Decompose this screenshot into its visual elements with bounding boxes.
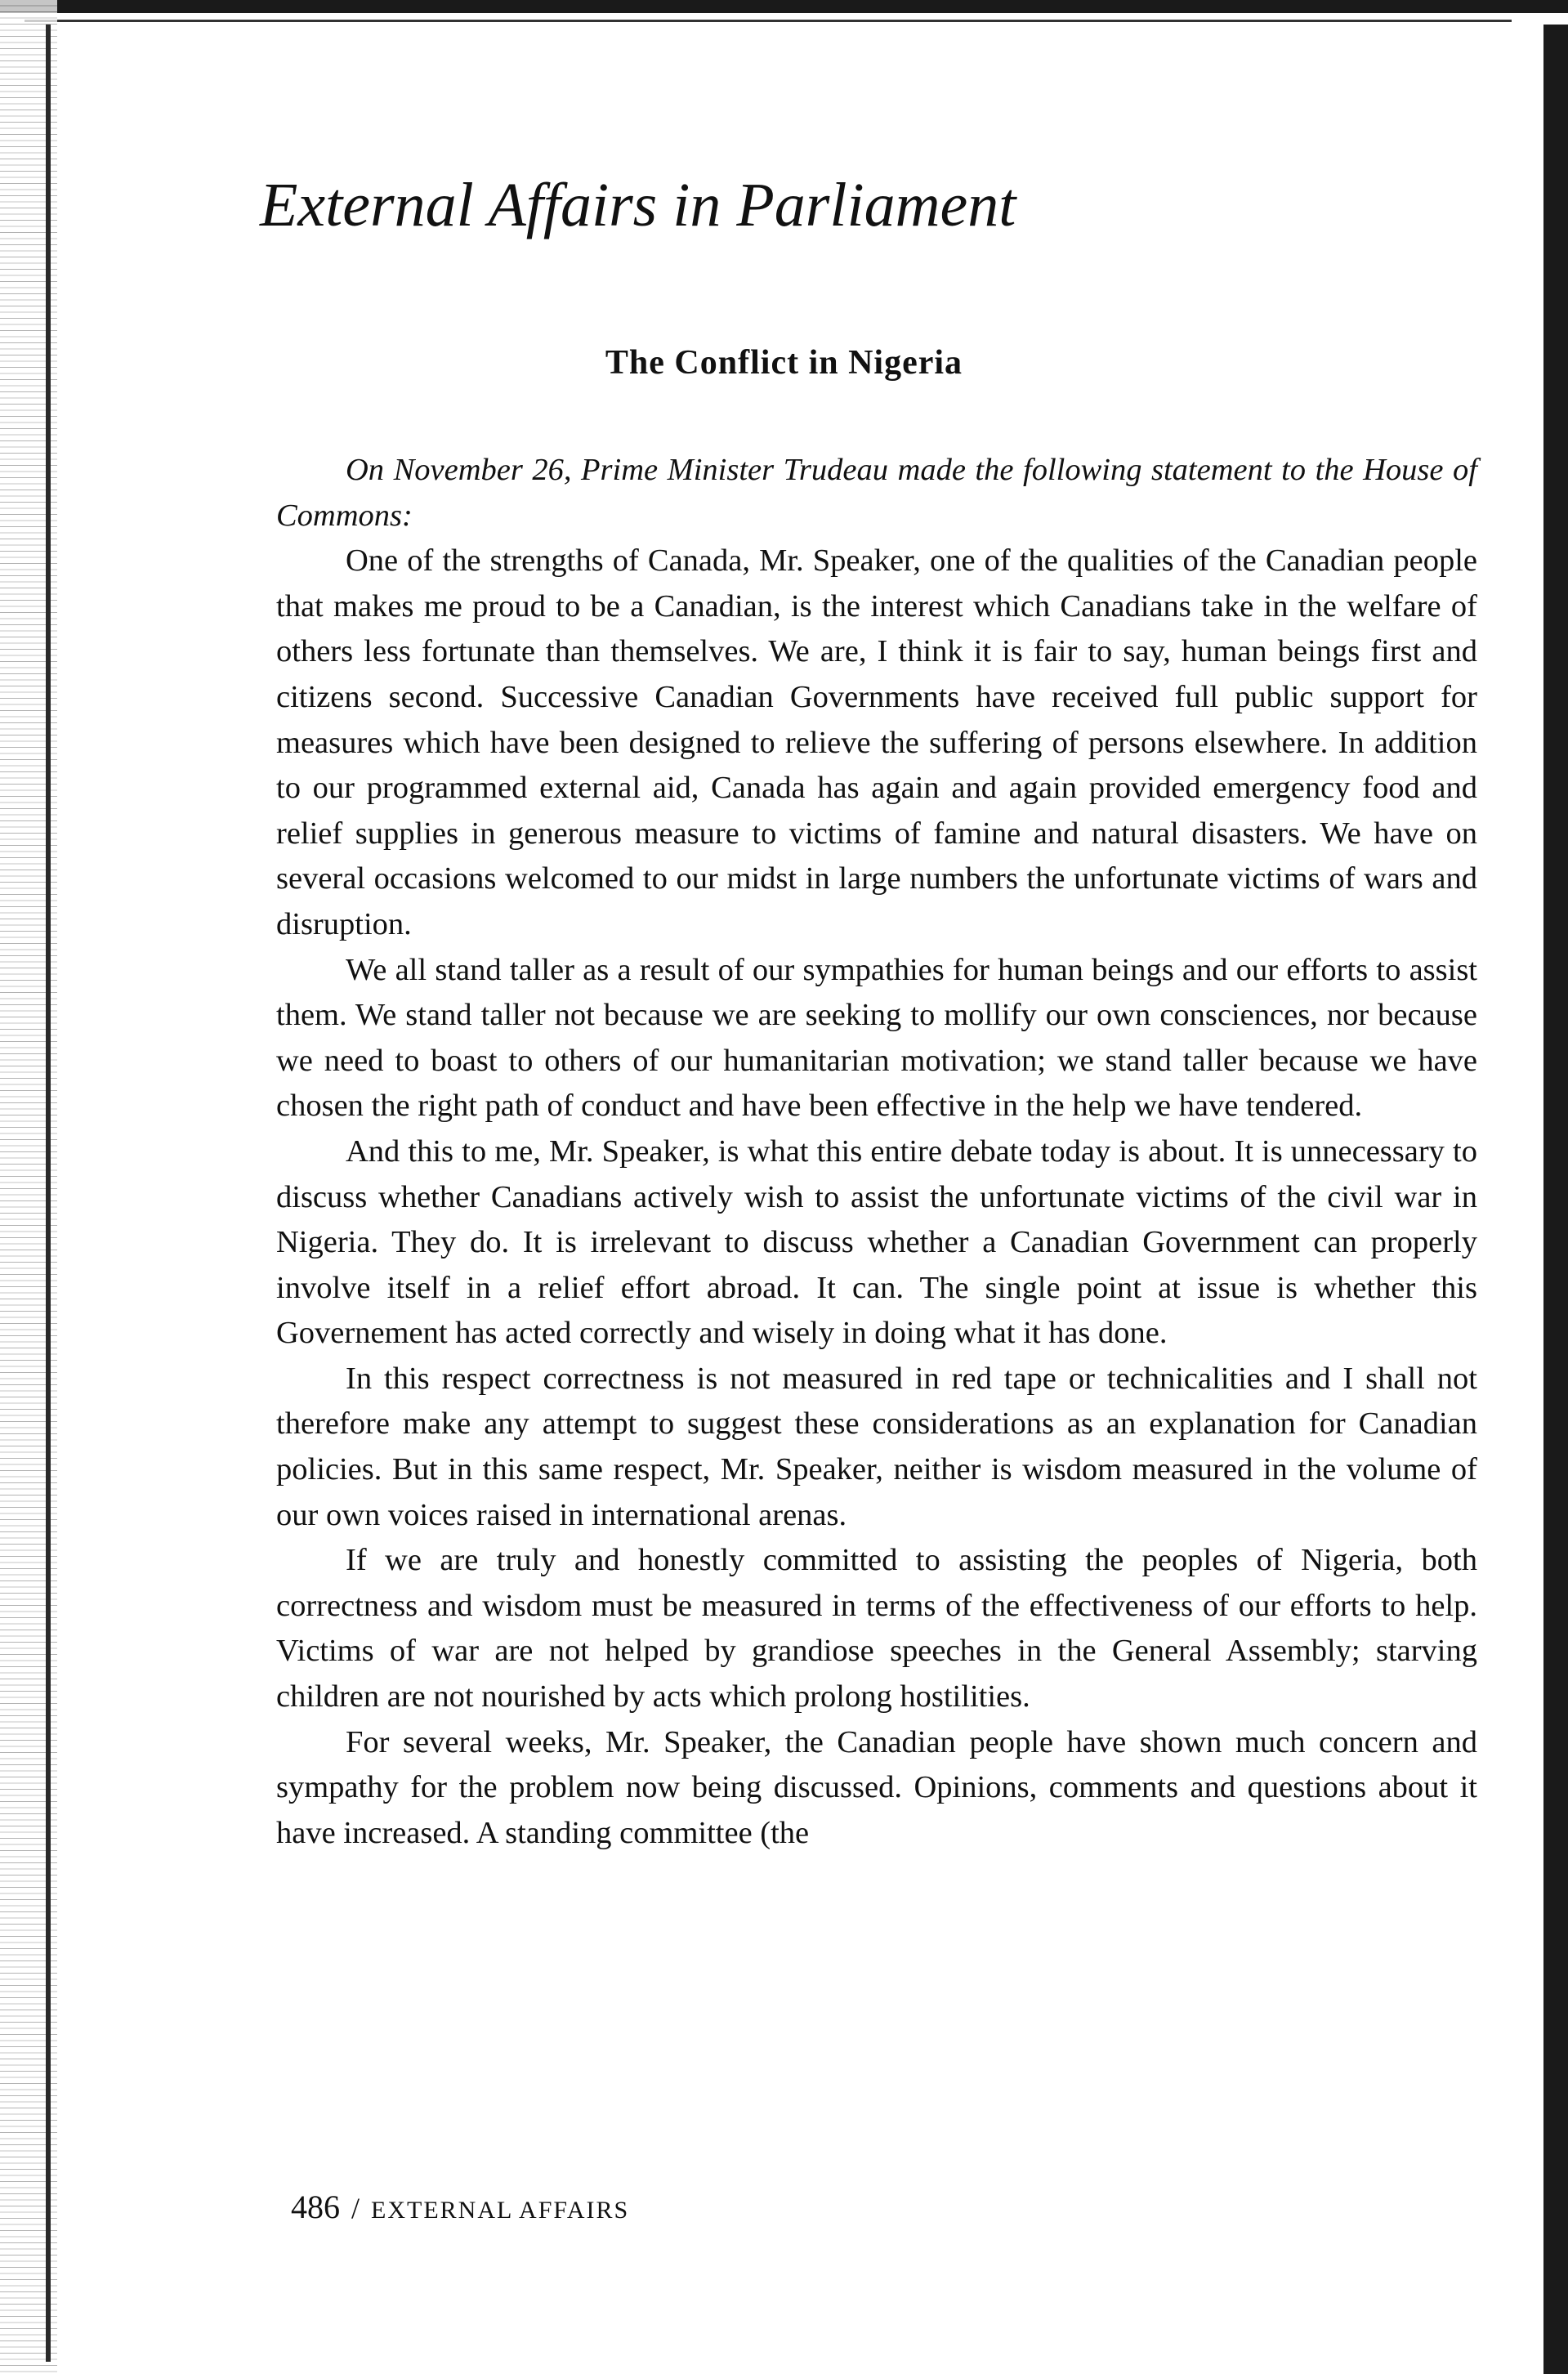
- page-title: External Affairs in Parliament: [260, 171, 1016, 239]
- publication-name: EXTERNAL AFFAIRS: [371, 2197, 630, 2224]
- scan-top-edge: [0, 0, 1568, 13]
- intro-paragraph: On November 26, Prime Minister Trudeau made the following statement to the House of Commons:: [276, 453, 1477, 533]
- body-paragraph-4: In this respect correctness is not measured in red tape or technicalities and I shall not therefore make any attempt to suggest these considerations as an explanation for Canadian policies. But in this same respect, Mr. Speaker, neither is wisdom measured in the volume of our own voices raised in international arenas.: [276, 1361, 1477, 1532]
- article-body: [276, 448, 1477, 1856]
- body-paragraph-1: One of the strengths of Canada, Mr. Speaker, one of the qualities of the Canadian people that makes me proud to be a Canadian, is the interest which Canadians take in the welfare of others less fortunate than themselves. We are, I think it is fair to say, human beings first and citizens second. Successive Canadian Governments have received full public support for measures which have been designed to relieve the suffering of persons elsewhere. In addition to our programmed external aid, Canada has again and again provided emergency food and relief supplies in generous measure to victims of famine and natural disasters. We have on several occasions welcomed to our midst in large numbers the unfortunate victims of wars and disruption.: [276, 543, 1477, 941]
- page-number: 486: [291, 2188, 340, 2225]
- body-paragraph-6: For several weeks, Mr. Speaker, the Canadian people have shown much concern and sympathy for the problem now being discussed. Opinions, comments and questions about it have increased. A standing committee (the: [276, 1724, 1477, 1850]
- page-footer: [291, 2188, 629, 2226]
- section-heading: The Conflict in Nigeria: [605, 344, 963, 382]
- body-paragraph-2: We all stand taller as a result of our sympathies for human beings and our efforts to assist them. We stand taller not because we are seeking to mollify our own consciences, nor because we need to boast to others of our humanitarian motivation; we stand taller because we have chosen the right path of conduct and have been effective in the help we have tendered.: [276, 952, 1477, 1124]
- body-paragraph-3: And this to me, Mr. Speaker, is what this entire debate today is about. It is unnecessary to discuss whether Canadians actively wish to assist the unfortunate victims of the civil war in Nigeria. They do. It is irrelevant to discuss whether a Canadian Government can properly involve itself in a relief effort abroad. It can. The single point at issue is whether this Governement has acted correctly and wisely in doing what it has done.: [276, 1133, 1477, 1351]
- body-paragraph-5: If we are truly and honestly committed to assisting the peoples of Nigeria, both correctness and wisdom must be measured in terms of the effectiveness of our efforts to help. Victims of war are not helped by grandiose speeches in the General Assembly; starving children are not nourished by acts which prolong hostilities.: [276, 1543, 1477, 1715]
- footer-separator: /: [351, 2192, 360, 2224]
- scan-top-rule: [25, 20, 1512, 22]
